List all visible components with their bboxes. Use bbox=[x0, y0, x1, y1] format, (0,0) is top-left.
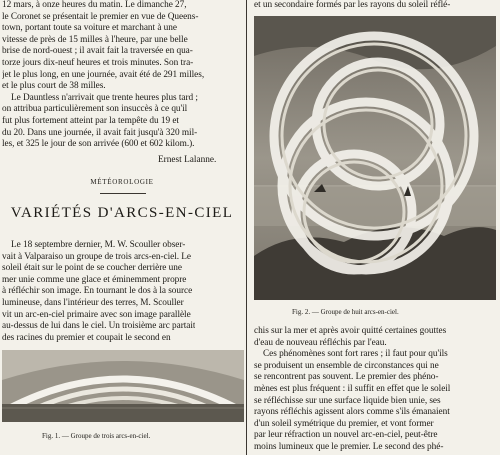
section-rule bbox=[100, 193, 146, 194]
column-divider bbox=[246, 0, 247, 455]
text-line: d'eau de nouveau réfléchis par l'eau. bbox=[254, 337, 387, 348]
text-line: se produisent un ensemble de circonstances qui ne bbox=[254, 360, 439, 371]
text-line: vitesse de près de 15 milles à l'heure, par une belle bbox=[2, 34, 188, 45]
text-line: mènes est plus fréquent : il suffit en effet que le soleil bbox=[254, 383, 451, 394]
text-line: se réfléchisse sur une surface liquide bien unie, ses bbox=[254, 395, 441, 406]
text-line: se rencontrent pas souvent. Le premier des phéno- bbox=[254, 372, 439, 383]
article-continuation-text bbox=[254, 326, 450, 454]
text-line: town, portant toute sa voiture et marchant à une bbox=[2, 23, 177, 34]
text-line: brise de nord-ouest ; il avait fait la traversée en qua- bbox=[2, 46, 193, 57]
text-line: le Coronet se présentait le premier en vue de Queens- bbox=[2, 11, 199, 22]
figure-2-engraving bbox=[254, 16, 496, 300]
section-label: MÉTÉOROLOGIE bbox=[90, 178, 154, 186]
text-line: et le plus court de 38 milles. bbox=[2, 81, 106, 92]
text-line: Le Dauntless n'arrivait que trente heures plus tard ; bbox=[11, 92, 198, 103]
text-line: et un secondaire formés par les rayons du soleil réflé- bbox=[254, 0, 451, 10]
text-line: vit un arc-en-ciel primaire avec son image parallèle bbox=[2, 309, 191, 320]
text-line: fut plus fortement atteint par la tempête du 19 et bbox=[2, 115, 179, 126]
text-line: vait à Valparaiso un groupe de trois arcs-en-ciel. Le bbox=[2, 251, 191, 262]
text-line: soleil était sur le point de se coucher derrière une bbox=[2, 263, 182, 274]
figure-1-caption: Fig. 1. — Groupe de trois arcs-en-ciel. bbox=[42, 432, 151, 440]
text-line: chis sur la mer et après avoir quitté certaines gouttes bbox=[254, 326, 447, 336]
text-line: du 20. Dans une journée, il avait fait jusqu'à 320 mil- bbox=[2, 127, 198, 138]
text-line: les, et 325 le jour de son arrivée (600 et 602 kilom.). bbox=[2, 139, 195, 150]
article-text bbox=[2, 240, 195, 344]
figure-1-engraving bbox=[2, 350, 244, 422]
text-line: des racines du premier et coupait le second en bbox=[2, 332, 171, 343]
text-line: mer unie comme une glace et éminemment propre bbox=[2, 274, 187, 285]
text-line: 12 mars, à onze heures du matin. Le dimanche 27, bbox=[2, 0, 187, 10]
author-signature: Ernest Lalanne. bbox=[158, 155, 217, 165]
eight-rainbows-illustration bbox=[254, 16, 496, 300]
text-line: rayons réfléchis agissent alors comme s'ils émanaient bbox=[254, 407, 450, 418]
figure-2-caption: Fig. 2. — Groupe de huit arcs-en-ciel. bbox=[292, 308, 399, 316]
text-line: torze jours dix-neuf heures et trois minutes. Son tra- bbox=[2, 57, 194, 68]
text-line: à réfléchir son image. En tournant le dos à la source bbox=[2, 286, 193, 297]
article-title: VARIÉTÉS D'ARCS-EN-CIEL bbox=[10, 205, 234, 221]
previous-article-text bbox=[2, 0, 246, 151]
text-line: moins lumineux que le premier. Le second des phé- bbox=[254, 441, 444, 452]
text-line: Le 18 septembre dernier, M. W. Scouller obser- bbox=[11, 240, 186, 250]
text-line: Ces phénomènes sont fort rares ; il faut pour qu'ils bbox=[263, 349, 448, 360]
text-line: au-dessus de lui dans le ciel. Un troisième arc partait bbox=[2, 321, 196, 332]
text-line: jet le plus long, en une journée, avait été de 291 milles, bbox=[2, 69, 205, 80]
text-line: lumineuse, dans l'intérieur des terres, M. Scouller bbox=[2, 297, 184, 308]
text-line: d'un soleil symétrique du premier, et vont former bbox=[254, 418, 434, 429]
text-line: on attribua particulièrement son insuccès à ce qu'il bbox=[2, 104, 188, 115]
rainbow-arcs-illustration bbox=[2, 350, 244, 422]
text-line: par leur réfraction un nouvel arc-en-ciel, peut-être bbox=[254, 430, 438, 441]
